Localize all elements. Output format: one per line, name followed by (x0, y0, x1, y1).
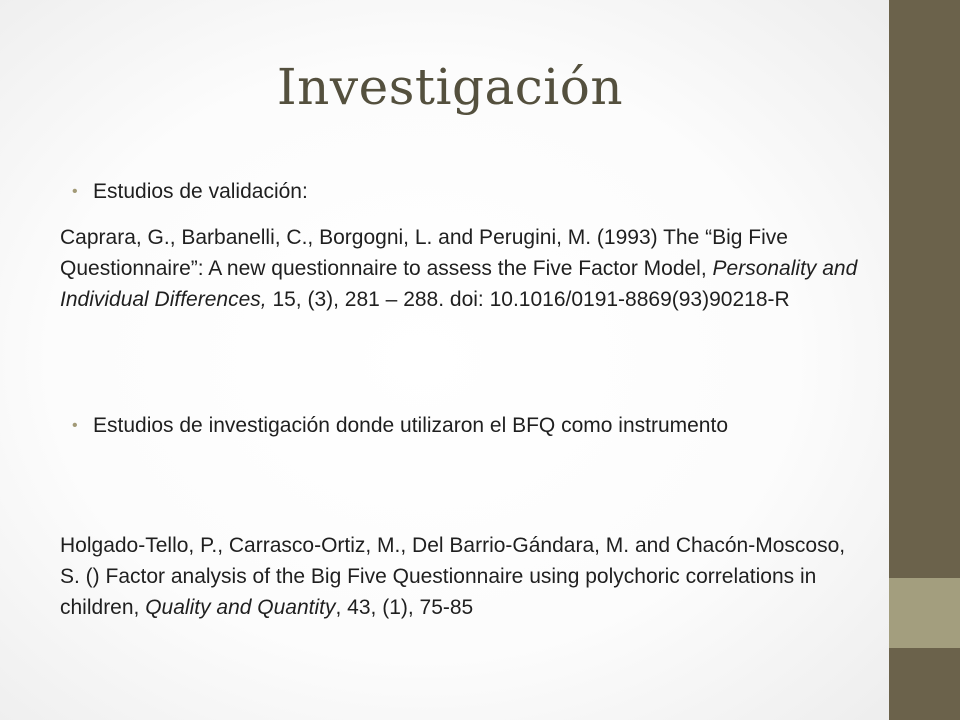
reference-holgado-authors: Holgado-Tello, P., Carrasco-Ortiz, M., Del Barrio-Gándara, M. and Chacón-Moscoso, S. () Factor analysis of the Big Five Questionnaire using polychoric correlations in children, (60, 534, 846, 619)
bullet-validation (72, 176, 792, 207)
bullet-research-text: Estudios de investigación donde utilizaron el BFQ como instrumento (93, 414, 729, 437)
reference-holgado (60, 530, 860, 623)
slide-title: Investigación (276, 58, 624, 116)
bullet-validation-text: Estudios de validación: (93, 180, 308, 203)
bullet-dot-icon: • (72, 183, 78, 200)
side-band-middle (889, 578, 960, 648)
bullet-dot-icon: • (72, 417, 78, 434)
reference-holgado-journal: Quality and Quantity (145, 596, 336, 619)
reference-caprara-journal: Personality and Individual Differences, (60, 257, 858, 311)
reference-caprara-details: 15, (3), 281 – 288. doi: 10.1016/0191-8869(93)90218-R (266, 288, 790, 311)
bullet-research (72, 410, 792, 441)
reference-holgado-details: , 43, (1), 75-85 (335, 596, 474, 619)
reference-caprara-authors: Caprara, G., Barbanelli, C., Borgogni, L. and Perugini, M. (1993) The “Big Five Questionnaire”: A new questionnaire to assess the Five Factor Model, (60, 226, 788, 280)
side-band-bottom (889, 648, 960, 720)
reference-caprara (60, 222, 860, 315)
